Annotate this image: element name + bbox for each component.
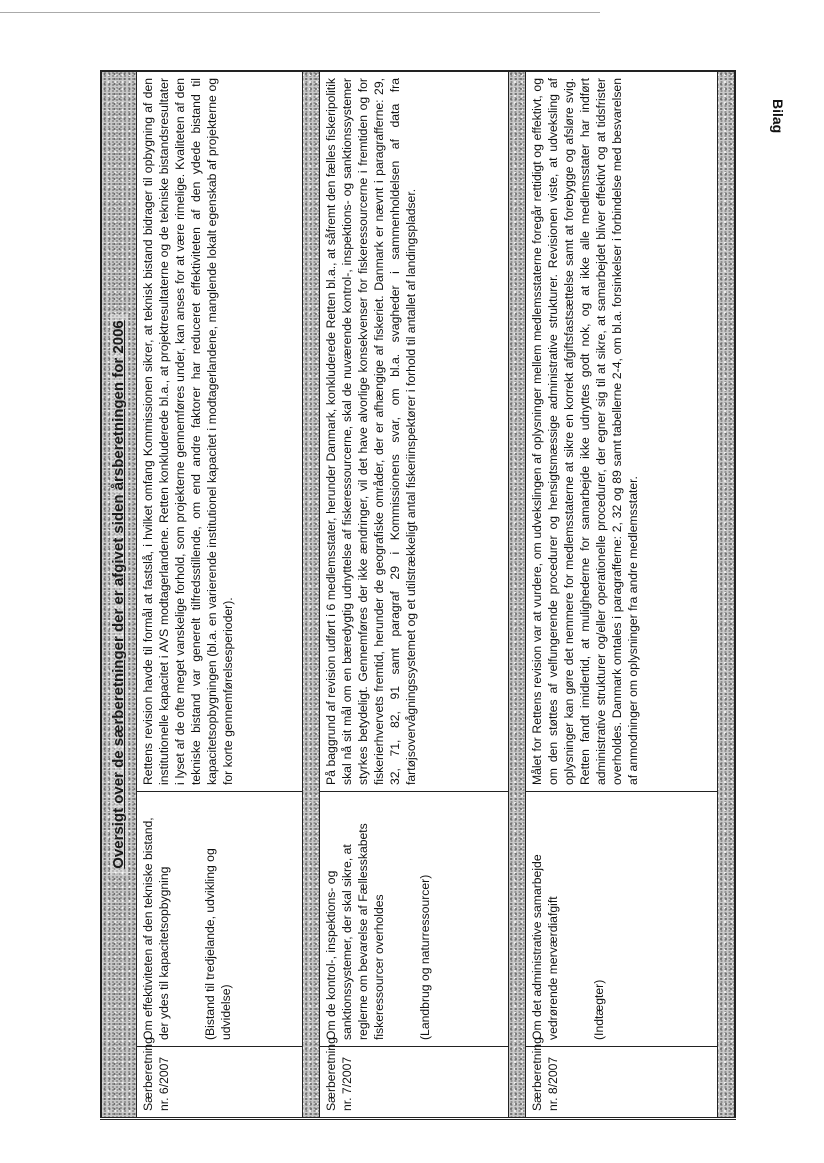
table-row	[320, 71, 509, 1119]
report-subject-note: (Landbrug og naturressourcer)	[418, 874, 433, 1040]
report-subject: Om effektiviteten af den tekniske bistand, der ydes til kapacitetsopbygning	[141, 817, 171, 1040]
report-ref: Særberetning nr. 7/2007	[320, 1047, 509, 1119]
report-subject-cell	[320, 792, 509, 1047]
page-label: Bilag	[770, 98, 786, 134]
rotated-page-content	[100, 70, 736, 1120]
row-separator	[508, 71, 525, 1119]
report-summary: Målet for Rettens revision var at vurdere, om udvekslingen af oplysninger mellem medlemsstaterne foregår rettidigt og effektivt, og om den støttes af velfungerende procedurer og hensigtsmæssige administrative strukturer. Revisionen viste, at udveksling af oplysninger kan gøre det nemmere for medlemsstaterne at sikre en korrekt afgiftsfastsættelse samt at forebygge og afsløre svig. Retten fandt imidlertid, at mulighederne for samarbejde ikke udnyttes godt nok, og at ikke alle medlemsstater har indført administrative strukturer og/eller operationelle procedurer, der egner sig til at sikre, at samarbejdet bliver effektivt og at tidsfrister overholdes. Danmark omtales i paragrafferne: 2, 32 og 89 samt tabellerne 2-4, om bl.a. forsinkelser i forbindelse med besvarelsen af anmodninger om oplysninger fra andre medlemsstater.	[525, 71, 717, 792]
table-title-cell	[101, 71, 137, 1119]
scan-edge-line	[0, 12, 600, 13]
report-subject-note: (Bistand til tredjelande, udvikling og udvidelse)	[203, 848, 233, 1040]
table-row	[525, 71, 717, 1119]
row-separator	[718, 71, 736, 1119]
report-subject: Om de kontrol-, inspektions- og sanktionssystemer, der skal sikre, at reglerne om bevarelse af Fællesskabets fiskeressourcer overholdes	[324, 823, 387, 1040]
report-summary: På baggrund af revision udført i 6 medlemsstater, herunder Danmark, konkluderede Retten bl.a., at såfremt den fælles fiskeripolitik skal nå sit mål om en bæredygtig udnyttelse af fiskeressourcerne, skal de nuværende kontrol-, inspektions- og sanktionssystemer styrkes betydeligt. Gennemføres der ikke ændringer, vil det have alvorlige konsekvenser for fiskeressourcerne i fremtiden og for fiskerierhvervets fremtid, herunder de geografiske områder, der er afhængige af fiskeriet. Danmark er nævnt i paragrafferne: 29, 32, 71, 82, 91 samt paragraf 29 i Kommissionens svar, om bl.a. svagheder i sammenholdelsen af data fra fartøjsovervågningssystemet og et utilstrækkeligt antal fiskeriinspektører i forhold til antallet af landingspladser.	[320, 71, 509, 792]
report-subject-note: (Indtægter)	[591, 979, 606, 1040]
table-title: Oversigt over de særberetninger der er afgivet siden årsberetningen for 2006	[110, 314, 128, 875]
row-separator	[303, 71, 320, 1119]
reports-table	[100, 70, 736, 1120]
report-subject-cell	[525, 792, 717, 1047]
report-subject-cell	[137, 792, 303, 1047]
table-row	[137, 71, 303, 1119]
report-summary: Rettens revision havde til formål at fastslå, i hvilket omfang Kommissionen sikrer, at teknisk bistand bidrager til opbygning af den institutionelle kapacitet i AVS modtagerlandene. Retten konkluderede bl.a., at projektresultaterne og de tekniske bistandsresultater i lyset af de ofte meget vanskelige forhold, som projekterne gennemføres under, kan anses for at være rimelige. Kvaliteten af den tekniske bistand var generelt tilfredsstillende, om end andre faktorer har reduceret effektiviteten af den ydede bistand til kapacitetsopbygningen (bl.a. en varierende institutionel kapacitet i modtagerlandene, manglende lokalt egenskab af projekterne og for korte gennemførelsesperioder).	[137, 71, 303, 792]
report-subject: Om det administrative samarbejde vedrørende merværdiafgift	[529, 854, 560, 1040]
report-ref: Særberetning nr. 8/2007	[525, 1047, 717, 1119]
report-ref: Særberetning nr. 6/2007	[137, 1047, 303, 1119]
